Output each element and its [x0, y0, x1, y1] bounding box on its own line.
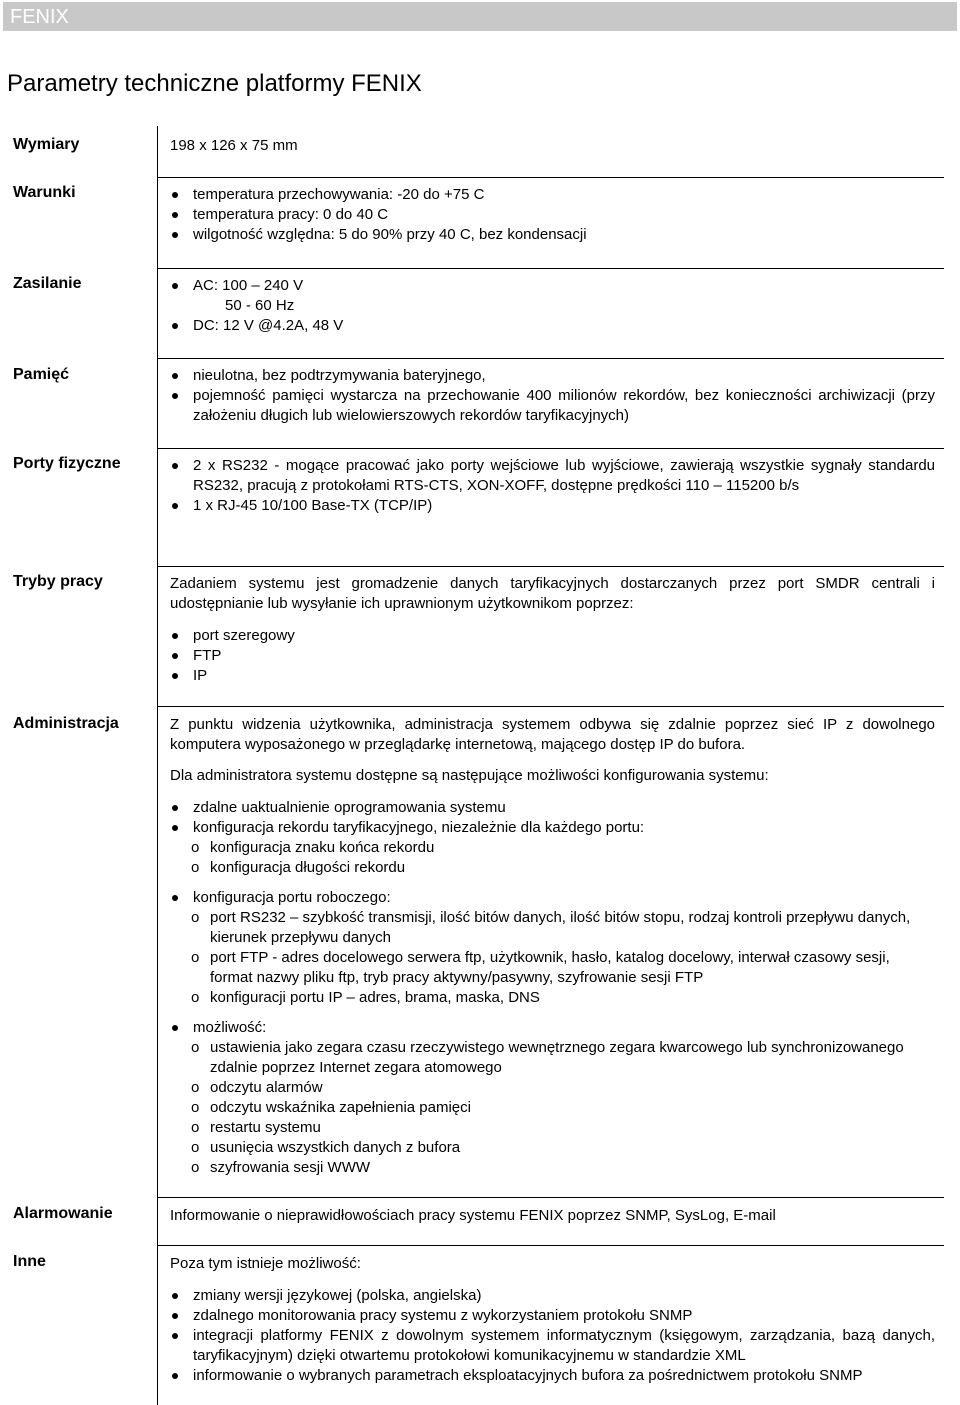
list-item: port szeregowy	[170, 626, 935, 646]
header-bar	[3, 2, 957, 31]
sub-list-item: o port RS232 – szybkość transmisji, ilość bitów danych, ilość bitów stopu, rodzaj kontroli przepływu danych, kierunek przepływu danych	[170, 908, 935, 948]
row-label-wymiary: Wymiary	[13, 136, 80, 153]
sub-list-item: o ustawienia jako zegara czasu rzeczywistego wewnętrznego zegara kwarcowego lub synchronizowanego zdalnie poprzez Internet zegara atomowego	[170, 1038, 935, 1078]
row-divider	[157, 1197, 944, 1198]
page-title: Parametry techniczne platformy FENIX	[7, 70, 422, 97]
admin-paragraph-1: Z punktu widzenia użytkownika, administracja systemem odbywa się zdalnie poprzez sieć IP z dowolnego komputera wyposażonego w przeglądarkę internetową, mającego dostęp IP do bufora.	[170, 716, 935, 753]
list-item	[170, 818, 935, 838]
sub-list-item: o port FTP - adres docelowego serwera ftp, użytkownik, hasło, katalog docelowy, interwał czasowy sesji, format nazwy pliku ftp, tryb pracy aktywny/pasywny, szyfrowanie sesji FTP	[170, 948, 935, 988]
list-item: FTP	[170, 646, 935, 666]
list-item: pojemność pamięci wystarcza na przechowanie 400 milionów rekordów, bez konieczności archiwizacji (przy założeniu długich lub wielowierszowych rekordów taryfikacyjnych)	[170, 386, 935, 426]
admin-paragraph-2: Dla administratora systemu dostępne są następujące możliwości konfigurowania systemu:	[170, 767, 769, 784]
sub-list-item: o konfiguracja znaku końca rekordu	[170, 838, 935, 858]
sub-list-item: o odczytu alarmów	[170, 1078, 935, 1098]
sub-list-item: o konfiguracja długości rekordu	[170, 858, 935, 878]
alarm-text: Informowanie o nieprawidłowościach pracy systemu FENIX poprzez SNMP, SysLog, E-mail	[170, 1207, 776, 1224]
column-divider	[157, 126, 158, 1405]
sub-list-item: o usunięcia wszystkich danych z bufora	[170, 1138, 935, 1158]
row-content-porty	[170, 456, 935, 516]
row-content-warunki	[170, 185, 935, 245]
sub-list-item: o konfiguracji portu IP – adres, brama, maska, DNS	[170, 988, 935, 1008]
list-item: temperatura pracy: 0 do 40 C	[170, 205, 935, 225]
list-item	[170, 276, 935, 316]
list-item: konfiguracja portu roboczego:	[170, 888, 935, 908]
tryby-intro: Zadaniem systemu jest gromadzenie danych taryfikacyjnych dostarczanych przez port SMDR centrali i udostępnianie lub wysyłanie ich uprawnionym użytkownikom poprzez:	[170, 575, 935, 612]
row-divider	[157, 177, 944, 178]
row-label-pamiec: Pamięć	[13, 366, 70, 383]
list-item: informowanie o wybranych parametrach eksploatacyjnych bufora za pośrednictwem protokołu SNMP	[170, 1366, 935, 1386]
list-item: zmiany wersji językowej (polska, angielska)	[170, 1286, 935, 1306]
row-label-administracja: Administracja	[13, 715, 119, 732]
row-content-administracja	[170, 715, 935, 1178]
row-divider	[157, 358, 944, 359]
row-content-wymiary	[170, 136, 935, 156]
row-divider	[157, 706, 944, 707]
row-divider	[157, 1245, 944, 1246]
row-label-zasilanie: Zasilanie	[13, 275, 82, 292]
row-divider	[157, 448, 944, 449]
list-item: integracji platformy FENIX z dowolnym systemem informatycznym (księgowym, zarządzania, bazą danych, taryfikacyjnym) dzięki otwartemu protokołowi komunikacyjnemu w standardzie XML	[170, 1326, 935, 1366]
list-item-text: konfiguracja rekordu taryfikacyjnego, niezależnie dla każdego portu:	[193, 819, 645, 836]
list-item: DC: 12 V @4.2A, 48 V	[170, 316, 935, 336]
row-label-inne: Inne	[13, 1253, 46, 1270]
sub-list-item: o odczytu wskaźnika zapełnienia pamięci	[170, 1098, 935, 1118]
row-content-pamiec	[170, 366, 935, 426]
row-content-alarmowanie	[170, 1206, 935, 1226]
header-label: FENIX	[10, 6, 69, 28]
row-content-inne	[170, 1254, 935, 1386]
row-label-tryby: Tryby pracy	[13, 573, 103, 590]
sub-list-item: o restartu systemu	[170, 1118, 935, 1138]
inne-intro: Poza tym istnieje możliwość:	[170, 1255, 361, 1272]
ac-text: AC: 100 – 240 V	[193, 277, 304, 294]
list-item: IP	[170, 666, 935, 686]
list-item: zdalnego monitorowania pracy systemu z wykorzystaniem protokołu SNMP	[170, 1306, 935, 1326]
list-item: zdalne uaktualnienie oprogramowania systemu	[170, 798, 935, 818]
list-item: możliwość:	[170, 1018, 935, 1038]
sub-list-item: o szyfrowania sesji WWW	[170, 1158, 935, 1178]
row-divider	[157, 268, 944, 269]
list-item: temperatura przechowywania: -20 do +75 C	[170, 185, 935, 205]
dimensions-text: 198 x 126 x 75 mm	[170, 137, 298, 154]
list-item: 1 x RJ-45 10/100 Base-TX (TCP/IP)	[170, 496, 935, 516]
row-label-alarmowanie: Alarmowanie	[13, 1205, 113, 1222]
ac-frequency: 50 - 60 Hz	[225, 297, 295, 314]
row-divider	[157, 566, 944, 567]
row-label-warunki: Warunki	[13, 184, 76, 201]
list-item: 2 x RS232 - mogące pracować jako porty wejściowe lub wyjściowe, zawierają wszystkie sygnały standardu RS232, pracują z protokołami RTS-CTS, XON-XOFF, dostępne prędkości 110 – 115200 b/s	[170, 456, 935, 496]
list-item: nieulotna, bez podtrzymywania bateryjnego,	[170, 366, 935, 386]
row-label-porty: Porty fizyczne	[13, 455, 121, 472]
row-content-zasilanie	[170, 276, 935, 336]
row-content-tryby	[170, 574, 935, 686]
list-item: wilgotność względna: 5 do 90% przy 40 C, bez kondensacji	[170, 225, 935, 245]
